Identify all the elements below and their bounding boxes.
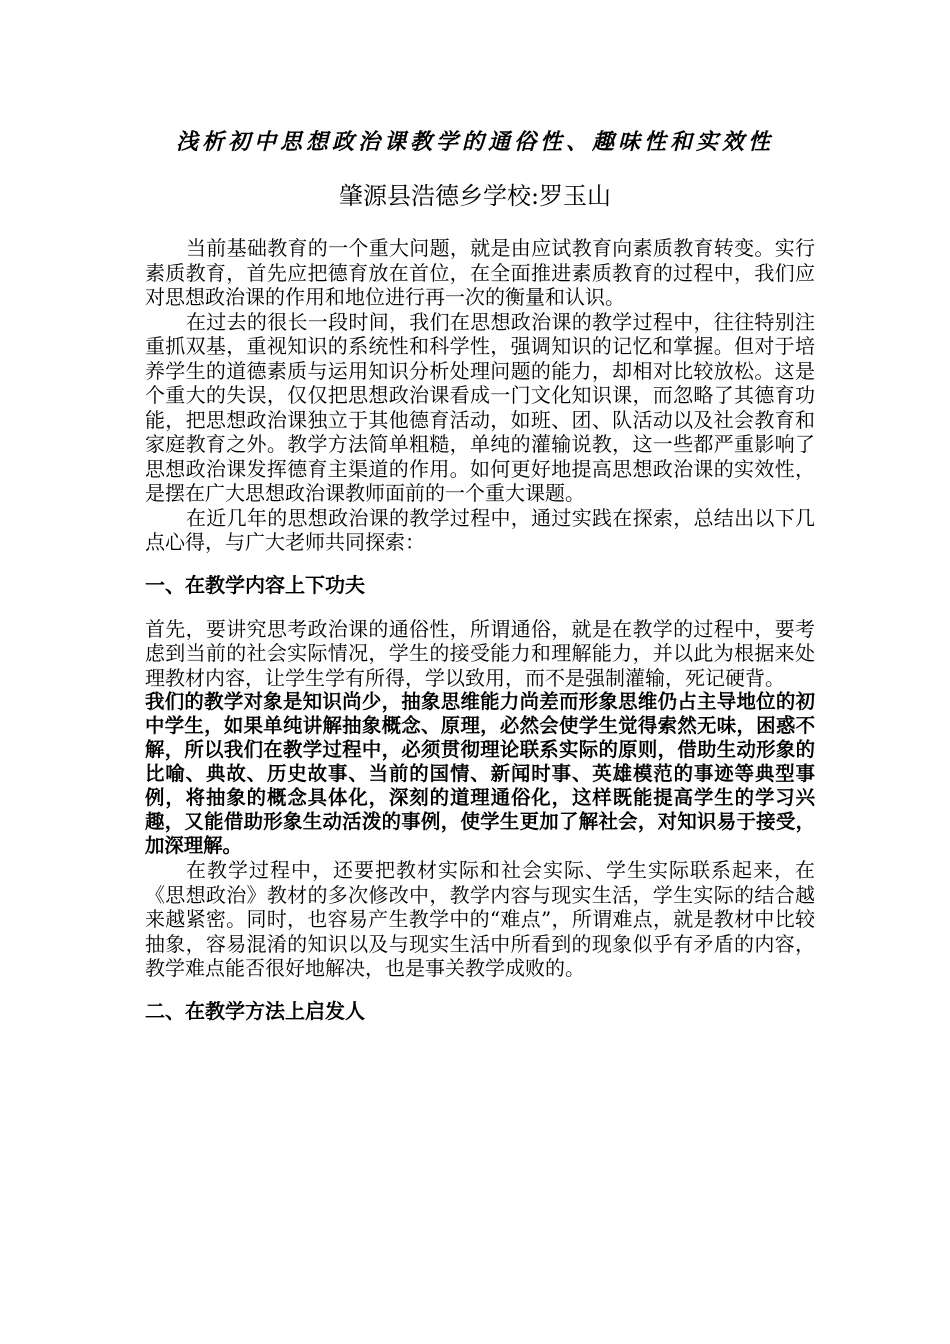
paragraph-past: 在过去的很长一段时间，我们在思想政治课的教学过程中，往往特别注重抓双基，重视知识的系统性和科学性，强调知识的记忆和掌握。但对于培养学生的道德素质与运用知识分析处理问题的能力，却相对比较放松。这是个重大的失误，仅仅把思想政治课看成一门文化知识课，而忽略了其德育功能，把思想政治课独立于其他德育活动，如班、团、队活动以及社会教育和家庭教育之外。教学方法简单粗糙，单纯的灌输说教，这一些都严重影响了思想政治课发挥德育主渠道的作用。如何更好地提高思想政治课的实效性，是摆在广大思想政治课教师面前的一个重大课题。 bbox=[145, 309, 815, 505]
section-heading-1: 一、在教学内容上下功夫 bbox=[145, 572, 365, 597]
section-heading-2: 二、在教学方法上启发人 bbox=[145, 998, 365, 1023]
section1-paragraph-1: 首先，要讲究思考政治课的通俗性，所谓通俗，就是在教学的过程中，要考虑到当前的社会实际情况，学生的接受能力和理解能力，并以此为根据来处理教材内容，让学生学有所得，学以致用，而不是强制灌输，死记硬背。 bbox=[145, 616, 815, 690]
paragraph-summary: 在近几年的思想政治课的教学过程中，通过实践在探索，总结出以下几点心得，与广大老师共同探索： bbox=[145, 505, 815, 554]
paragraph-intro: 当前基础教育的一个重大问题，就是由应试教育向素质教育转变。实行素质教育，首先应把德育放在首位，在全面推进素质教育的过程中，我们应对思想政治课的作用和地位进行再一次的衡量和认识。 bbox=[145, 236, 815, 309]
document-body bbox=[145, 236, 815, 1024]
section1-paragraph-2: 我们的教学对象是知识尚少，抽象思维能力尚差而形象思维仍占主导地位的初中学生，如果单纯讲解抽象概念、原理，必然会使学生觉得索然无味，困惑不解，所以我们在教学过程中，必须贯彻理论联系实际的原则，借助生动形象的比喻、典故、历史故事、当前的国情、新闻时事、英雄模范的事迹等典型事例，将抽象的概念具体化，深刻的道理通俗化，这样既能提高学生的学习兴趣，又能借助形象生动活泼的事例，使学生更加了解社会，对知识易于接受，加深理解。 bbox=[145, 690, 815, 857]
document-title: 浅析初中思想政治课教学的通俗性、趣味性和实效性 bbox=[175, 129, 774, 155]
section1-paragraph-3: 在教学过程中，还要把教材实际和社会实际、学生实际联系起来，在《思想政治》教材的多次修改中，教学内容与现实生活，学生实际的结合越来越紧密。同时，也容易产生教学中的“难点”，所谓难点，就是教材中比较抽象，容易混淆的知识以及与现实生活中所看到的现象似乎有矛盾的内容，教学难点能否很好地解决，也是事关教学成败的。 bbox=[145, 858, 815, 980]
document-author: 肇源县浩德乡学校:罗玉山 bbox=[338, 182, 612, 210]
